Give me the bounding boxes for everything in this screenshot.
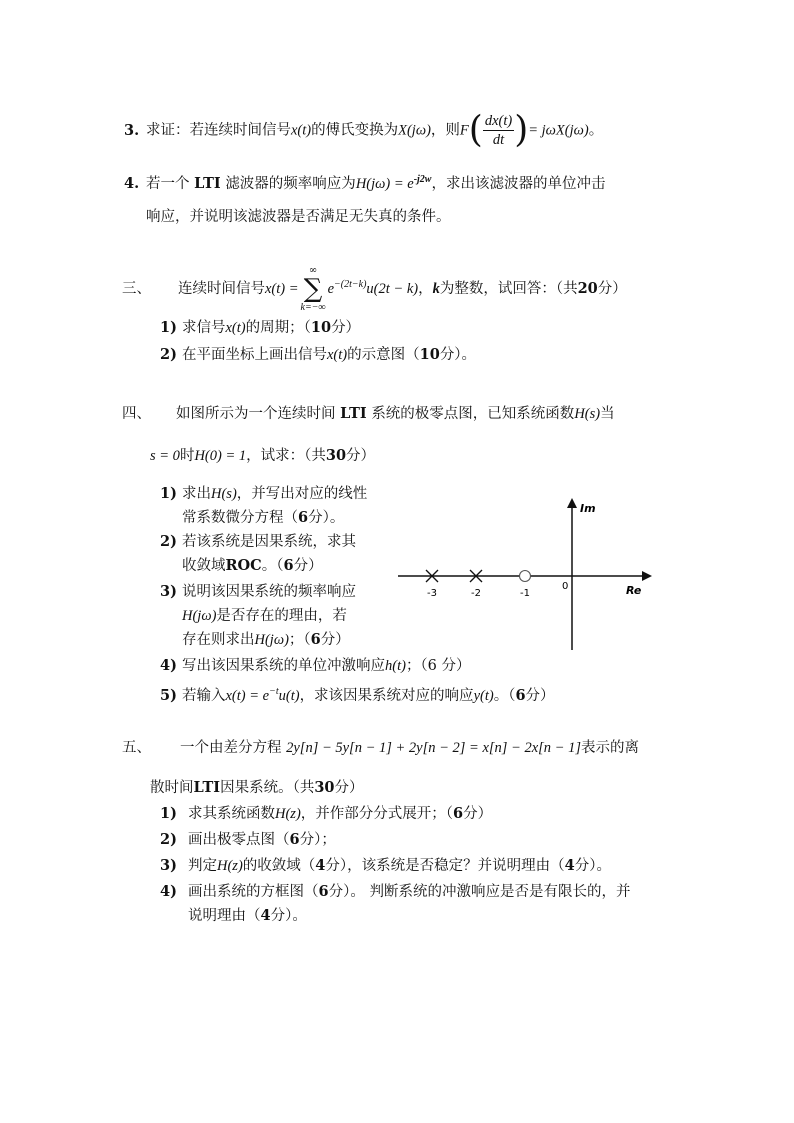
q3-text: 求证：若连续时间信号: [146, 122, 291, 139]
s4-i1-pts: 6: [298, 509, 309, 526]
s4-item3c: [182, 630, 350, 650]
s4-i5-x: x(t) = e: [225, 687, 270, 704]
s5-number: 五、: [122, 740, 151, 756]
s3-item1-sig: x(t): [225, 320, 246, 336]
s3-sum-bot: k=−∞: [300, 301, 326, 313]
s4-i4-h: h(t): [385, 658, 406, 674]
s5-i1-pts: 6: [453, 805, 464, 822]
q4-number: 4.: [124, 174, 140, 192]
s5-i1-b: ，并作部分分式展开；（: [300, 806, 454, 822]
s3-item1-b: 的周期；（: [245, 320, 311, 336]
q3-F: F: [459, 122, 469, 139]
s4-i4-b: ；（6 分）: [405, 658, 471, 674]
s4-i5-u: u(t): [278, 687, 300, 704]
pole-zero-marks: [426, 570, 531, 599]
q4-line2-text: 响应，并说明该滤波器是否满足无失真的条件。: [146, 209, 451, 225]
q4-text-a: 若一个: [146, 175, 190, 192]
s4-item3b: [182, 606, 347, 626]
q3-line: 3. 求证：若连续时间信号x(t)的傅氏变换为X(jω)，则F( $\frac{dx(t)}{dt}$ )= jωX(jω)。: [124, 109, 604, 151]
s4-i3-e: 分）: [320, 632, 350, 648]
s5-i1-no: 1): [160, 805, 177, 822]
s5-i4-pts1: 6: [318, 883, 329, 900]
q4-hjw: H(jω) = e: [355, 175, 414, 192]
s3-text-c: 为整数，试回答：（共: [439, 280, 578, 297]
s4-i2-a: 若该系统是因果系统，求其: [182, 534, 356, 550]
q4-exp: -j2w: [413, 174, 432, 185]
s4-i1-d: 分）。: [308, 510, 345, 526]
s4-i1-hs: H(s): [211, 486, 237, 502]
s5-item2: [160, 830, 336, 850]
s5-i1-hz: H(z): [275, 806, 301, 822]
q4-line1: [124, 170, 605, 194]
q4-line2: [146, 207, 451, 227]
s4-line1: [122, 404, 615, 424]
real-axis-arrow: [642, 571, 652, 581]
s3-u: u(2t − k): [366, 280, 419, 297]
tick-label: -2: [471, 588, 481, 599]
s4-item3a: [160, 582, 356, 602]
s4-h0: H(0) = 1: [194, 448, 247, 464]
s3-item2-no: 2): [160, 346, 177, 363]
q3-end: 。: [588, 122, 604, 139]
s4-i5-y: y(t): [473, 687, 494, 704]
s5-i3-pts2: 4: [564, 857, 575, 874]
s4-i2-d: 分）: [293, 558, 323, 574]
s4-i3-h: H(jω): [182, 608, 217, 624]
s5-i3-hz: H(z): [217, 858, 243, 874]
s5-i3-c: 分），该系统是否稳定？并说明理由（: [325, 858, 565, 874]
s5-text-a: 一个由差分方程: [180, 740, 282, 756]
q3-text-b: 的傅氏变换为: [311, 122, 399, 139]
s3-sigma: ∑: [303, 273, 323, 304]
s4-i3-pts: 6: [310, 631, 321, 648]
s5-i3-b: 的收敛域（: [242, 858, 316, 874]
s3-e: e: [327, 280, 335, 297]
s4-i4-a: 写出该因果系统的单位冲激响应: [182, 658, 385, 674]
q3-ft: X(jω): [398, 122, 431, 139]
s5-l2-a: 散时间: [150, 780, 194, 796]
s3-item1-c: 分）: [331, 320, 361, 336]
s4-i3-a: 说明该因果系统的频率响应: [182, 584, 356, 600]
q3-fraction: [483, 112, 514, 149]
s5-i1-a: 求其系统函数: [188, 806, 275, 822]
s5-item4a: [160, 882, 630, 902]
s4-i2-c: 。（: [261, 558, 284, 574]
s4-i3-no: 3): [160, 583, 177, 600]
s4-i2-pts: 6: [283, 557, 294, 574]
s5-item3: [160, 856, 611, 876]
s5-text-b: 表示的离: [580, 740, 639, 756]
re-label: Re: [626, 584, 642, 597]
s4-pts: 30: [325, 447, 347, 464]
s5-i2-b: 分）；: [299, 832, 336, 848]
s5-i2-no: 2): [160, 831, 177, 848]
q4-text-c: ，求出该滤波器的单位冲击: [431, 175, 606, 192]
q4-text-b: 滤波器的频率响应为: [225, 175, 356, 192]
s3-sum-top: ∞: [308, 264, 318, 276]
s5-i4-pts2: 4: [260, 907, 271, 924]
s4-i3-b: 是否存在的理由，若: [216, 608, 347, 624]
s4-i2-roc: ROC: [225, 557, 262, 574]
s4-hs: H(s): [574, 406, 601, 422]
s4-lti: LTI: [340, 405, 367, 422]
s5-i4-d: 分）。: [270, 908, 307, 924]
s3-k: k: [432, 280, 440, 297]
s4-i5-no: 5): [160, 686, 177, 704]
s4-i2-b: 收敛域: [182, 558, 226, 574]
q3-signal: x(t): [291, 122, 312, 139]
s5-i3-pts1: 4: [315, 857, 326, 874]
s4-i5-c: 。（: [493, 687, 516, 704]
s3-sum: [301, 265, 326, 313]
s4-item2b: [182, 556, 323, 576]
q3-frac-num: dx(t): [484, 113, 513, 129]
tick-label: -3: [427, 588, 437, 599]
s5-l2-c: 分）: [334, 780, 364, 796]
s5-i1-c: 分）: [463, 806, 493, 822]
s3-text-b: ，: [418, 280, 433, 297]
s4-text-c: 当: [600, 406, 615, 422]
s5-l2-b: 因果系统。（共: [220, 780, 315, 796]
q3-rhs: = jωX(jω): [528, 122, 589, 139]
s3-item2-c: 分）。: [439, 347, 477, 363]
s3-xt: x(t) =: [265, 280, 299, 297]
s3-item1: [160, 318, 360, 338]
s4-number: 四、: [122, 406, 151, 422]
s4-item4: [160, 656, 471, 676]
q4-lti: LTI: [194, 174, 221, 192]
s5-item4b: [188, 906, 307, 926]
s4-text-f: 分）: [346, 448, 376, 464]
im-label: Im: [580, 502, 596, 515]
s4-i1-no: 1): [160, 485, 177, 502]
s5-i4-b: 分）。 判断系统的冲激响应是否是有限长的，并: [328, 884, 631, 900]
s4-i3-h2: H(jω): [254, 632, 289, 648]
imag-axis-arrow: [567, 498, 577, 508]
s3-item1-a: 求信号: [182, 320, 226, 336]
q3-text-c: ，则: [430, 122, 460, 139]
s4-i4-no: 4): [160, 657, 177, 674]
s5-line1: [122, 738, 639, 758]
s4-i5-exp: −t: [269, 686, 279, 697]
s3-pts: 20: [577, 279, 598, 297]
q3-frac-den: dt: [492, 132, 505, 148]
zero-marker: [520, 571, 531, 582]
s5-i3-a: 判定: [188, 858, 217, 874]
pole-zero-plot: [390, 490, 660, 655]
s4-i3-c: 存在则求出: [182, 632, 255, 648]
s5-line2: [150, 778, 364, 798]
s3-exp: −(2t−k): [334, 279, 367, 290]
s4-i1-b: ，并写出对应的线性: [236, 486, 368, 502]
s5-i4-a: 画出系统的方框图（: [188, 884, 319, 900]
s4-text-e: ，试求：（共: [246, 448, 326, 464]
s4-i5-a: 若输入: [182, 687, 226, 704]
s4-cond: s = 0: [150, 448, 180, 464]
tick-label: -1: [520, 588, 530, 599]
s5-equation: 2y[n] − 5y[n − 1] + 2y[n − 2] = x[n] − 2x[n − 1]: [286, 740, 581, 756]
s5-i3-no: 3): [160, 857, 177, 874]
s4-i2-no: 2): [160, 533, 177, 550]
s4-item1b: [182, 508, 344, 528]
s3-number: 三、: [122, 280, 151, 297]
s4-i5-pts: 6: [515, 686, 526, 704]
s5-i2-a: 画出极零点图（: [188, 832, 290, 848]
s3-item1-pts: 10: [310, 319, 332, 336]
s3-line: [122, 262, 627, 313]
s3-item1-no: 1): [160, 319, 177, 336]
s3-item2-b: 的示意图（: [347, 347, 420, 363]
s5-lti: LTI: [193, 779, 221, 796]
s3-item2-sig: x(t): [327, 347, 348, 363]
s5-i2-pts: 6: [289, 831, 300, 848]
s4-line2: [150, 446, 375, 466]
s4-item1a: [160, 484, 367, 504]
q3-number: 3.: [124, 121, 140, 139]
s4-text-d: 时: [179, 448, 195, 464]
origin-label: 0: [562, 581, 569, 592]
s4-text-b: 系统的极零点图，已知系统函数: [371, 406, 575, 422]
s4-text-a: 如图所示为一个连续时间: [176, 406, 336, 422]
s4-i3-d: ；（: [288, 632, 311, 648]
s4-i5-d: 分）: [525, 687, 555, 704]
s4-item2a: [160, 532, 356, 552]
s5-i4-c: 说明理由（: [188, 908, 261, 924]
s5-i4-no: 4): [160, 883, 177, 900]
s3-text-a: 连续时间信号: [178, 280, 265, 297]
s5-i3-d: 分）。: [574, 858, 611, 874]
s3-text-d: 分）: [597, 280, 627, 297]
s4-i5-b: ，求该因果系统对应的响应: [299, 687, 474, 704]
s4-item5: [160, 682, 555, 706]
s3-item2-pts: 10: [419, 346, 440, 363]
s5-item1: [160, 804, 492, 824]
s3-item2-a: 在平面坐标上画出信号: [182, 347, 327, 363]
s4-i1-a: 求出: [182, 486, 211, 502]
s4-i1-c: 常系数微分方程（: [182, 510, 298, 526]
s3-item2: [160, 345, 476, 365]
s5-pts: 30: [314, 779, 335, 796]
